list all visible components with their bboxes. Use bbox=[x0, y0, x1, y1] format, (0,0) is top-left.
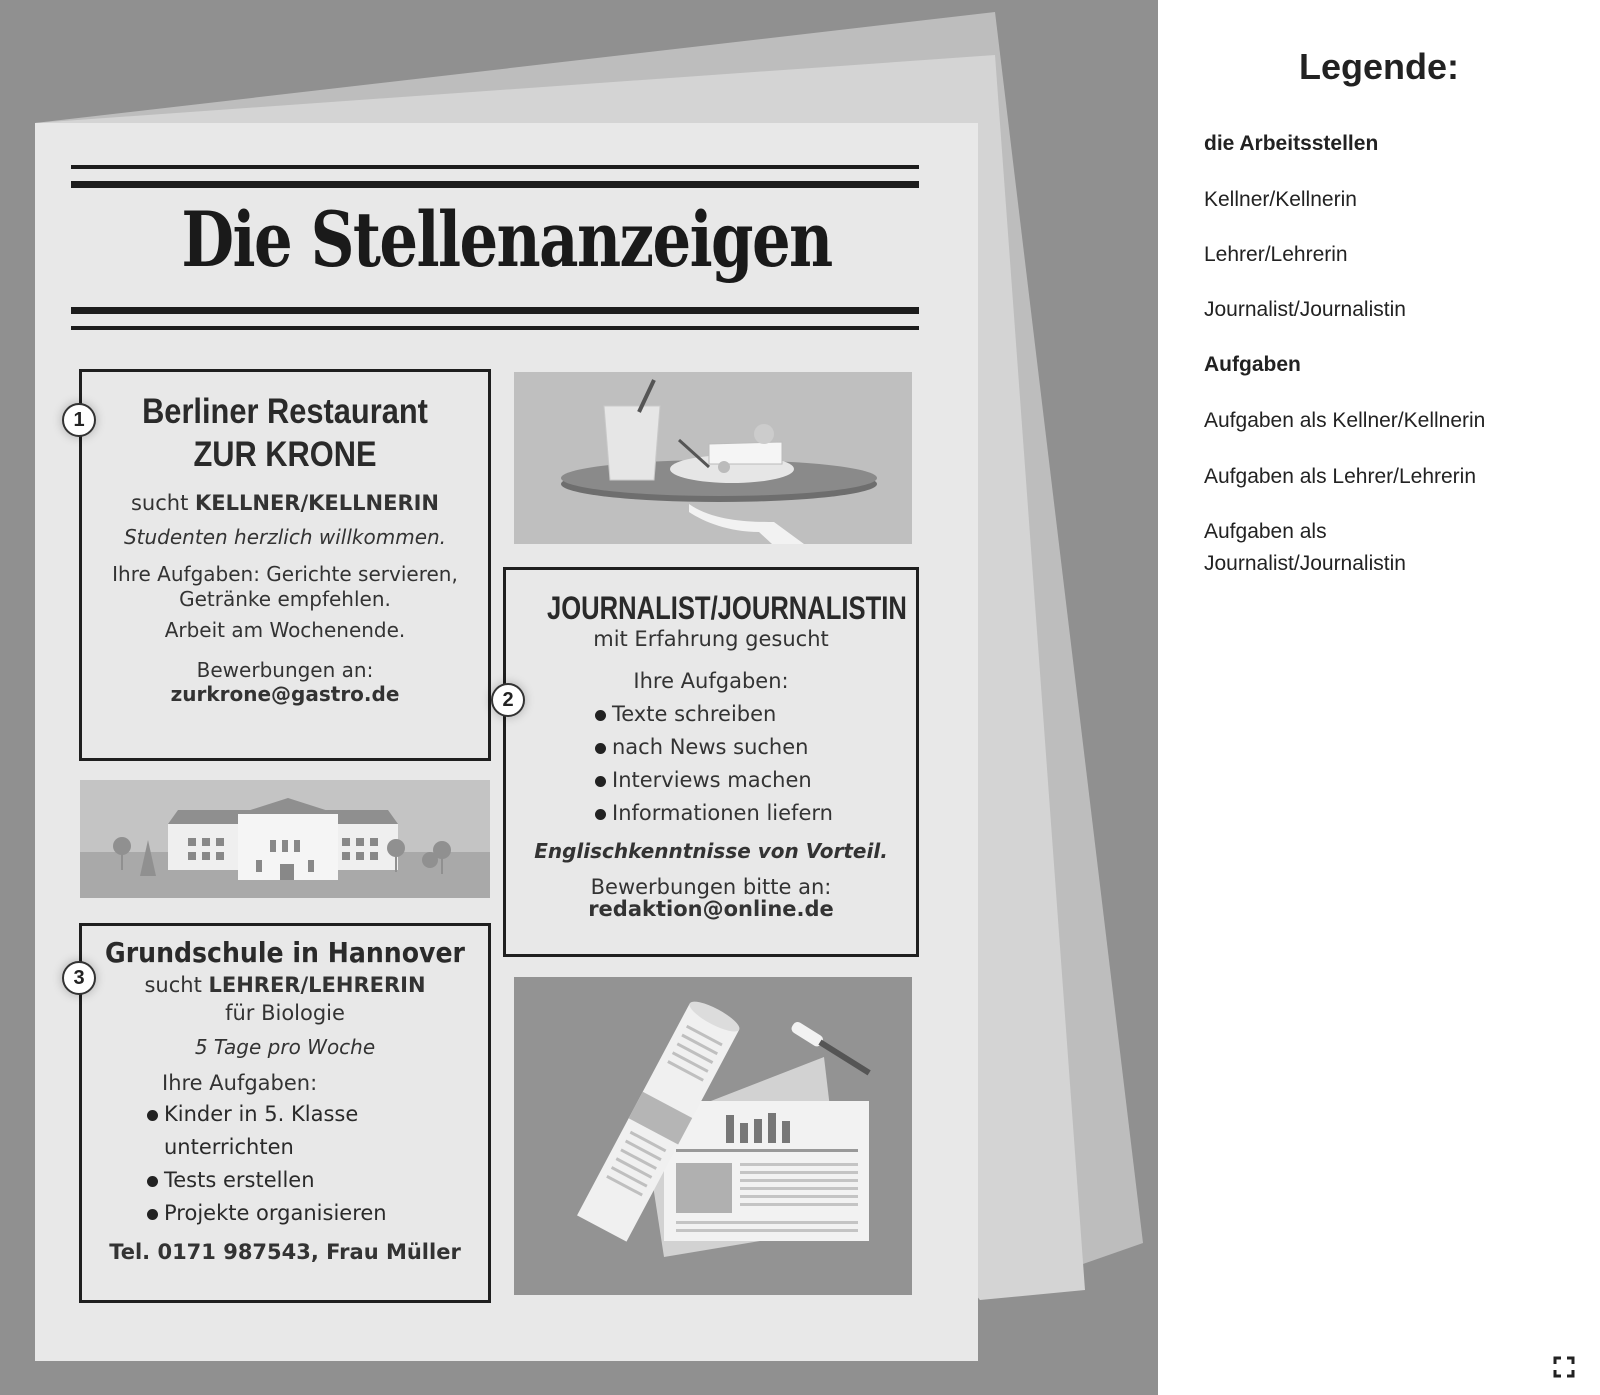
front-page bbox=[35, 123, 978, 1361]
legend-item-tasks-kellner[interactable]: Aufgaben als Kellner/Kellnerin bbox=[1204, 409, 1486, 432]
tray-illustration bbox=[514, 372, 912, 544]
marker-3[interactable]: 3 bbox=[62, 961, 96, 995]
ad-restaurant-job: KELLNER/KELLNERIN bbox=[195, 491, 440, 515]
ad-school-task-list bbox=[144, 1098, 488, 1230]
marker-1[interactable]: 1 bbox=[62, 403, 96, 437]
ad-school-task: Projekte organisieren bbox=[144, 1197, 488, 1230]
ad-journalist-email: redaktion@online.de bbox=[588, 897, 834, 921]
ad-school-name: Grundschule in Hannover bbox=[105, 936, 465, 969]
ad-school-tasks-label: Ihre Aufgaben: bbox=[162, 1071, 318, 1095]
ad-restaurant bbox=[79, 369, 491, 761]
ad-school bbox=[79, 923, 491, 1303]
legend-item-journalist[interactable]: Journalist/Journalistin bbox=[1204, 298, 1406, 321]
ad-journalist-tasks-label: Ihre Aufgaben: bbox=[633, 669, 789, 693]
legend-item-lehrer[interactable]: Lehrer/Lehrerin bbox=[1204, 243, 1348, 266]
ad-journalist-title: JOURNALIST/JOURNALISTIN bbox=[547, 590, 907, 626]
ad-school-job: LEHRER/LEHRERIN bbox=[208, 973, 426, 997]
ad-journalist-task: Interviews machen bbox=[592, 764, 916, 797]
legend-panel bbox=[1158, 0, 1600, 1395]
ad-journalist-task: Informationen liefern bbox=[592, 797, 916, 830]
ad-school-contact: Tel. 0171 987543, Frau Müller bbox=[109, 1240, 461, 1264]
newspapers-illustration bbox=[514, 977, 912, 1295]
marker-2[interactable]: 2 bbox=[491, 683, 525, 717]
school-illustration bbox=[80, 780, 490, 898]
legend-item-tasks-journalist[interactable]: Aufgaben als Journalist/Journalistin bbox=[1204, 520, 1406, 575]
page-title: Die Stellenanzeigen bbox=[181, 195, 832, 284]
ad-restaurant-tasks-2: Getränke empfehlen. bbox=[179, 587, 391, 611]
ad-journalist-task: Texte schreiben bbox=[592, 698, 916, 731]
legend-item-tasks-lehrer[interactable]: Aufgaben als Lehrer/Lehrerin bbox=[1204, 465, 1477, 488]
ad-restaurant-seeks: sucht bbox=[130, 491, 195, 515]
ad-school-task: Tests erstellen bbox=[144, 1164, 488, 1197]
legend-heading-tasks: Aufgaben bbox=[1204, 353, 1301, 376]
title-rule-bottom-1 bbox=[71, 307, 919, 314]
ad-school-seeks: sucht bbox=[144, 973, 209, 997]
ad-restaurant-note: Studenten herzlich willkommen. bbox=[123, 525, 447, 549]
title-rule-top-2 bbox=[71, 181, 919, 188]
ad-restaurant-work: Arbeit am Wochenende. bbox=[164, 618, 406, 642]
ad-journalist bbox=[503, 567, 919, 957]
ad-restaurant-tasks: Ihre Aufgaben: Gerichte servieren, bbox=[112, 562, 458, 586]
ad-journalist-task-list bbox=[592, 698, 916, 830]
legend-title: Legende: bbox=[1298, 46, 1459, 87]
ad-school-task-text: Kinder in 5. Klasse bbox=[164, 1102, 359, 1126]
ad-restaurant-apply-label: Bewerbungen an: bbox=[196, 658, 374, 682]
ad-restaurant-name: Berliner Restaurant bbox=[142, 392, 428, 431]
ad-restaurant-name-2: ZUR KRONE bbox=[193, 435, 377, 474]
ad-journalist-task: nach News suchen bbox=[592, 731, 916, 764]
ad-school-schedule: 5 Tage pro Woche bbox=[194, 1035, 376, 1059]
ad-restaurant-email: zurkrone@gastro.de bbox=[170, 682, 400, 706]
fullscreen-icon[interactable] bbox=[1553, 1356, 1575, 1378]
ad-school-task bbox=[144, 1098, 488, 1164]
ad-journalist-apply-label: Bewerbungen bitte an: bbox=[590, 875, 832, 899]
legend-item-kellner[interactable]: Kellner/Kellnerin bbox=[1204, 188, 1357, 211]
ad-journalist-subtitle: mit Erfahrung gesucht bbox=[593, 627, 829, 651]
legend-heading-jobs: die Arbeitsstellen bbox=[1204, 132, 1379, 155]
title-rule-top-1 bbox=[71, 165, 919, 169]
title-rule-bottom-2 bbox=[71, 326, 919, 330]
ad-journalist-note: Englischkenntnisse von Vorteil. bbox=[534, 839, 888, 863]
ad-school-task-text: unterrichten bbox=[164, 1135, 294, 1159]
ad-school-subject: für Biologie bbox=[225, 1001, 345, 1025]
